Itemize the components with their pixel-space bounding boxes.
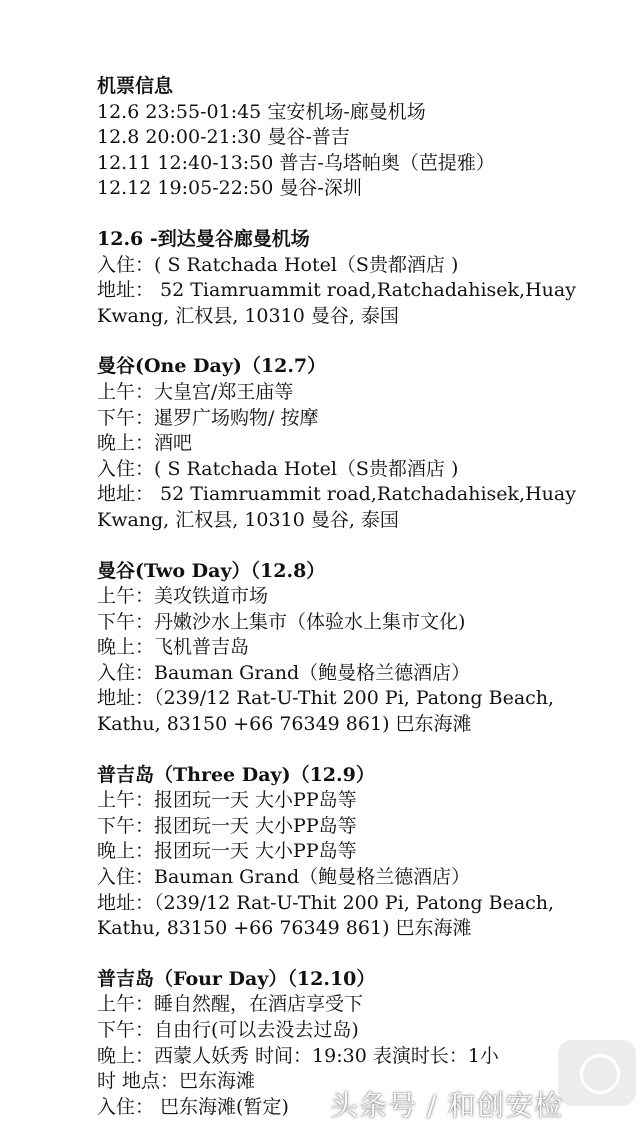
text-line: 入住：Bauman Grand（鲍曼格兰德酒店）	[97, 661, 471, 684]
text-line: 晚上：西蒙人妖秀 时间：19:30 表演时长：1小	[97, 1044, 499, 1067]
section-arrival	[97, 227, 617, 329]
section-title: 普吉岛（Four Day）（12.10）	[97, 967, 376, 990]
section-day-two	[97, 559, 617, 738]
text-line: 地址： 52 Tiamruammit road,Ratchadahisek,Huay	[97, 279, 576, 302]
text-line: 地址： 52 Tiamruammit road,Ratchadahisek,Huay	[97, 483, 576, 506]
section-day-three	[97, 763, 617, 942]
section-day-one	[97, 354, 617, 533]
section-title: 12.6 -到达曼谷廊曼机场	[97, 227, 310, 250]
text-line: 晚上：报团玩一天 大小PP岛等	[97, 840, 357, 863]
text-line: 上午：大皇宫/郑王庙等	[97, 380, 294, 403]
text-line: 12.12 19:05-22:50 曼谷-深圳	[97, 177, 362, 200]
text-line: 下午：报团玩一天 大小PP岛等	[97, 814, 357, 837]
text-line: 入住：( S Ratchada Hotel（S贵都酒店 )	[97, 457, 459, 480]
text-line: Kathu, 83150 +66 76349 861) 巴东海滩	[97, 713, 472, 736]
section-title: 普吉岛（Three Day)（12.9）	[97, 763, 375, 786]
text-line: 时 地点：巴东海滩	[97, 1070, 256, 1093]
text-line: 入住： 巴东海滩(暂定)	[97, 1095, 289, 1118]
text-line: 晚上：飞机普吉岛	[97, 636, 250, 659]
text-line: 晚上：酒吧	[97, 432, 193, 455]
itinerary-document	[97, 74, 617, 1120]
text-line: 地址：（239/12 Rat-U-Thit 200 Pi, Patong Beach,	[97, 687, 555, 710]
text-line: 上午：美攻铁道市场	[97, 585, 269, 608]
text-line: 下午：丹嫩沙水上集市（体验水上集市文化)	[97, 610, 466, 633]
text-line: 下午：暹罗广场购物/ 按摩	[97, 406, 319, 429]
section-title: 机票信息	[97, 75, 174, 97]
text-line: 上午：睡自然醒，在酒店享受下	[97, 993, 364, 1016]
text-line: Kwang, 汇权县, 10310 曼谷, 泰国	[97, 508, 399, 531]
section-title: 曼谷(Two Day）（12.8）	[97, 559, 326, 582]
section-flight-info	[97, 74, 617, 202]
text-line: 地址：（239/12 Rat-U-Thit 200 Pi, Patong Beach,	[97, 891, 555, 914]
watermark: 头条号 / 和创安检	[330, 1089, 564, 1122]
section-title: 曼谷(One Day)（12.7）	[97, 355, 327, 378]
text-line: 入住：Bauman Grand（鲍曼格兰德酒店）	[97, 866, 471, 889]
text-line: 12.6 23:55-01:45 宝安机场-廊曼机场	[97, 100, 426, 123]
text-line: 下午：自由行(可以去没去过岛)	[97, 1019, 359, 1041]
text-line: 12.8 20:00-21:30 曼谷-普吉	[97, 126, 350, 149]
text-line: 上午：报团玩一天 大小PP岛等	[97, 789, 357, 812]
text-line: 12.11 12:40-13:50 普吉-乌塔帕奥（芭提雅）	[97, 151, 495, 174]
text-line: Kathu, 83150 +66 76349 861) 巴东海滩	[97, 917, 472, 940]
text-line: 入住：( S Ratchada Hotel（S贵都酒店 )	[97, 253, 459, 276]
corner-logo-icon	[558, 1040, 636, 1106]
text-line: Kwang, 汇权县, 10310 曼谷, 泰国	[97, 304, 399, 327]
